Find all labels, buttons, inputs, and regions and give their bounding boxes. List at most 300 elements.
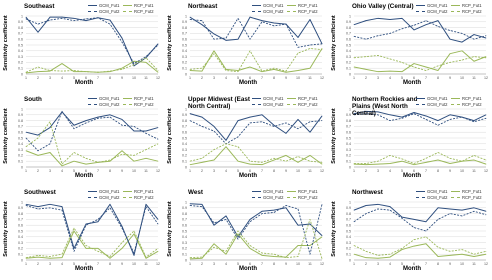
- data-point: [110, 117, 111, 118]
- x-tick-label: 1: [189, 262, 191, 266]
- data-point: [322, 49, 323, 50]
- y-tick-label: 0.3: [346, 147, 351, 152]
- y-tick-label: 0.4: [346, 142, 351, 147]
- series-line-rcp-fut1: [26, 151, 158, 166]
- legend-swatch: [88, 191, 97, 192]
- y-tick-label: 0.7: [182, 31, 187, 36]
- data-point: [486, 118, 487, 119]
- y-axis-label: Sensitivity coefficient: [3, 201, 9, 257]
- legend-swatch: [416, 191, 425, 192]
- x-tick-label: 8: [109, 169, 111, 173]
- y-tick-label: 0.7: [18, 31, 23, 36]
- data-point: [26, 72, 27, 73]
- data-point: [450, 213, 451, 214]
- y-tick-label: 0.3: [182, 147, 187, 152]
- series-line-gcm-fut1: [26, 112, 158, 135]
- data-point: [158, 248, 159, 249]
- data-point: [426, 24, 427, 25]
- data-point: [214, 34, 215, 35]
- data-point: [414, 163, 415, 164]
- data-point: [26, 205, 27, 206]
- data-point: [390, 210, 391, 211]
- data-point: [378, 164, 379, 165]
- legend-item: [252, 96, 283, 101]
- data-point: [214, 53, 215, 54]
- legend-label: RCP_Fut1: [298, 96, 318, 101]
- data-point: [158, 127, 159, 128]
- legend-item: [416, 9, 447, 14]
- x-tick-label: 3: [213, 169, 215, 173]
- x-tick-label: 11: [472, 76, 476, 80]
- x-tick-label: 9: [285, 262, 287, 266]
- data-point: [62, 17, 63, 18]
- data-point: [146, 158, 147, 159]
- x-tick-label: 5: [401, 262, 403, 266]
- y-tick-label: 1: [21, 107, 23, 112]
- data-point: [250, 117, 251, 118]
- x-tick-label: 2: [201, 76, 203, 80]
- data-point: [390, 120, 391, 121]
- y-tick-label: 0.4: [182, 142, 187, 147]
- data-point: [214, 50, 215, 51]
- data-point: [414, 63, 415, 64]
- data-point: [110, 71, 111, 72]
- data-point: [298, 47, 299, 48]
- data-point: [310, 161, 311, 162]
- x-tick-label: 8: [437, 262, 439, 266]
- data-point: [354, 67, 355, 68]
- data-point: [310, 121, 311, 122]
- data-point: [298, 70, 299, 71]
- data-point: [414, 67, 415, 68]
- data-point: [158, 143, 159, 144]
- data-point: [250, 50, 251, 51]
- data-point: [262, 21, 263, 22]
- series-line-rcp-fut1: [190, 48, 322, 72]
- x-tick-label: 8: [437, 76, 439, 80]
- x-tick-label: 10: [132, 262, 136, 266]
- x-tick-label: 4: [389, 262, 391, 266]
- data-point: [134, 66, 135, 67]
- data-point: [122, 242, 123, 243]
- x-tick-label: 8: [437, 169, 439, 173]
- x-tick-label: 6: [249, 169, 251, 173]
- x-tick-label: 2: [37, 262, 39, 266]
- data-point: [122, 150, 123, 151]
- y-tick-label: 1: [185, 200, 187, 205]
- x-tick-label: 6: [85, 262, 87, 266]
- data-point: [50, 127, 51, 128]
- x-tick-label: 3: [213, 76, 215, 80]
- x-axis-label: Month: [239, 173, 257, 179]
- data-point: [298, 225, 299, 226]
- data-point: [250, 164, 251, 165]
- series-line-rcp-fut2: [26, 58, 158, 73]
- y-axis-label: Sensitivity coefficient: [167, 108, 173, 164]
- x-tick-label: 3: [49, 262, 51, 266]
- chart-title: Southwest: [24, 189, 56, 196]
- legend: [252, 189, 328, 203]
- data-point: [38, 135, 39, 136]
- legend-label: GCM_Fut2: [263, 102, 284, 107]
- legend-swatch: [88, 98, 97, 99]
- x-tick-label: 3: [377, 169, 379, 173]
- data-point: [438, 152, 439, 153]
- x-tick-label: 12: [156, 262, 160, 266]
- x-axis-label: Month: [403, 266, 421, 272]
- y-tick-label: 0.1: [182, 66, 187, 71]
- x-tick-label: 8: [109, 76, 111, 80]
- data-point: [286, 72, 287, 73]
- data-point: [122, 42, 123, 43]
- legend-item: [287, 3, 318, 8]
- x-tick-label: 2: [37, 169, 39, 173]
- data-point: [110, 204, 111, 205]
- data-point: [26, 150, 27, 151]
- data-point: [450, 251, 451, 252]
- data-point: [50, 143, 51, 144]
- data-point: [158, 45, 159, 46]
- x-tick-label: 8: [273, 76, 275, 80]
- data-point: [122, 68, 123, 69]
- data-point: [62, 257, 63, 258]
- data-point: [438, 160, 439, 161]
- data-point: [322, 204, 323, 205]
- data-point: [426, 231, 427, 232]
- data-point: [134, 126, 135, 127]
- data-point: [190, 203, 191, 204]
- legend-swatch: [88, 197, 97, 198]
- data-point: [462, 60, 463, 61]
- legend-swatch: [287, 191, 296, 192]
- data-point: [26, 19, 27, 20]
- data-point: [322, 116, 323, 117]
- data-point: [486, 114, 487, 115]
- x-tick-label: 8: [273, 262, 275, 266]
- x-tick-label: 7: [425, 76, 427, 80]
- data-point: [122, 119, 123, 120]
- y-tick-label: 0.6: [18, 37, 23, 42]
- series-line-gcm-fut2: [26, 205, 158, 253]
- data-point: [146, 133, 147, 134]
- data-point: [322, 120, 323, 121]
- data-point: [450, 53, 451, 54]
- legend: [252, 3, 328, 17]
- data-point: [298, 53, 299, 54]
- data-point: [50, 121, 51, 122]
- series-line-rcp-fut2: [354, 153, 486, 164]
- data-point: [462, 254, 463, 255]
- data-point: [450, 119, 451, 120]
- x-tick-label: 10: [460, 169, 464, 173]
- data-point: [202, 162, 203, 163]
- y-tick-label: 0.9: [182, 206, 187, 211]
- data-point: [122, 228, 123, 229]
- y-tick-label: 0.6: [18, 223, 23, 228]
- data-point: [310, 132, 311, 133]
- data-point: [250, 67, 251, 68]
- data-point: [414, 25, 415, 26]
- data-point: [226, 38, 227, 39]
- data-point: [390, 257, 391, 258]
- legend-label: RCP_Fut1: [134, 96, 154, 101]
- data-point: [98, 117, 99, 118]
- data-point: [214, 126, 215, 127]
- data-point: [262, 20, 263, 21]
- legend-item: [123, 3, 154, 8]
- data-point: [74, 251, 75, 252]
- data-point: [366, 39, 367, 40]
- legend-label: GCM_Fut2: [427, 9, 448, 14]
- y-tick-label: 0.2: [346, 153, 351, 158]
- y-tick-label: 0.5: [182, 229, 187, 234]
- data-point: [98, 251, 99, 252]
- data-point: [426, 243, 427, 244]
- x-tick-label: 9: [285, 76, 287, 80]
- data-point: [426, 119, 427, 120]
- data-point: [354, 210, 355, 211]
- series-line-gcm-fut2: [354, 21, 486, 40]
- data-point: [390, 33, 391, 34]
- data-point: [250, 123, 251, 124]
- data-point: [122, 154, 123, 155]
- y-tick-label: 0.2: [346, 246, 351, 251]
- data-point: [378, 209, 379, 210]
- data-point: [414, 219, 415, 220]
- y-tick-label: 0.7: [182, 124, 187, 129]
- chart-title: Northwest: [352, 189, 383, 196]
- x-tick-label: 10: [132, 169, 136, 173]
- x-tick-label: 7: [425, 169, 427, 173]
- data-point: [74, 20, 75, 21]
- chart-panel: [328, 186, 492, 279]
- data-point: [190, 19, 191, 20]
- data-point: [298, 128, 299, 129]
- data-point: [298, 156, 299, 157]
- data-point: [486, 56, 487, 57]
- chart-title: Northern Rockies and Plains (West North Central): [352, 96, 418, 117]
- data-point: [238, 39, 239, 40]
- data-point: [190, 120, 191, 121]
- y-tick-label: 0.1: [346, 159, 351, 164]
- y-tick-label: 0.6: [346, 37, 351, 42]
- data-point: [214, 223, 215, 224]
- series-line-gcm-fut1: [354, 204, 486, 221]
- data-point: [110, 114, 111, 115]
- data-point: [190, 113, 191, 114]
- data-point: [74, 228, 75, 229]
- data-point: [354, 24, 355, 25]
- legend-label: GCM_Fut1: [427, 96, 448, 101]
- data-point: [402, 62, 403, 63]
- data-point: [474, 256, 475, 257]
- legend-swatch: [252, 104, 261, 105]
- data-point: [298, 245, 299, 246]
- data-point: [190, 69, 191, 70]
- data-point: [486, 160, 487, 161]
- data-point: [438, 207, 439, 208]
- data-point: [286, 205, 287, 206]
- data-point: [310, 254, 311, 255]
- data-point: [474, 121, 475, 122]
- data-point: [214, 247, 215, 248]
- legend-swatch: [252, 11, 261, 12]
- legend-swatch: [287, 5, 296, 6]
- legend-swatch: [451, 5, 460, 6]
- legend-item: [88, 189, 119, 194]
- chart-title: South: [24, 96, 42, 103]
- data-point: [486, 214, 487, 215]
- data-point: [390, 155, 391, 156]
- data-point: [146, 131, 147, 132]
- y-tick-label: 0.9: [18, 206, 23, 211]
- data-point: [190, 164, 191, 165]
- data-point: [322, 164, 323, 165]
- data-point: [310, 48, 311, 49]
- data-point: [438, 247, 439, 248]
- y-tick-label: 1: [349, 14, 351, 19]
- legend-item: [416, 96, 447, 101]
- x-tick-label: 7: [261, 76, 263, 80]
- data-point: [286, 257, 287, 258]
- x-axis-label: Month: [75, 173, 93, 179]
- y-tick-label: 0.3: [346, 54, 351, 59]
- legend-item: [252, 102, 283, 107]
- data-point: [146, 204, 147, 205]
- data-point: [38, 209, 39, 210]
- y-tick-label: 1: [349, 200, 351, 205]
- legend-label: GCM_Fut1: [99, 3, 120, 8]
- legend-label: RCP_Fut1: [134, 189, 154, 194]
- legend-label: GCM_Fut2: [263, 195, 284, 200]
- data-point: [462, 161, 463, 162]
- data-point: [426, 236, 427, 237]
- x-tick-label: 5: [401, 169, 403, 173]
- data-point: [354, 221, 355, 222]
- series-line-rcp-fut2: [354, 237, 486, 256]
- x-tick-label: 10: [296, 76, 300, 80]
- y-tick-label: 0.8: [182, 25, 187, 30]
- legend-item: [123, 195, 154, 200]
- y-axis-label: Sensitivity coefficient: [167, 201, 173, 257]
- data-point: [38, 67, 39, 68]
- x-axis-label: Month: [403, 80, 421, 86]
- x-tick-label: 10: [460, 76, 464, 80]
- data-point: [190, 257, 191, 258]
- y-tick-label: 0.2: [18, 60, 23, 65]
- data-point: [122, 248, 123, 249]
- x-tick-label: 12: [484, 169, 488, 173]
- y-tick-label: 0.9: [18, 113, 23, 118]
- data-point: [414, 246, 415, 247]
- data-point: [402, 248, 403, 249]
- data-point: [202, 20, 203, 21]
- y-tick-label: 1: [185, 14, 187, 19]
- x-tick-label: 3: [377, 76, 379, 80]
- legend-label: GCM_Fut2: [427, 195, 448, 200]
- x-tick-label: 5: [237, 169, 239, 173]
- data-point: [74, 128, 75, 129]
- x-tick-label: 9: [449, 76, 451, 80]
- series-line-gcm-fut1: [26, 17, 158, 66]
- data-point: [86, 225, 87, 226]
- data-point: [110, 256, 111, 257]
- y-tick-label: 0.6: [18, 130, 23, 135]
- data-point: [122, 69, 123, 70]
- y-tick-label: 0.1: [182, 159, 187, 164]
- y-tick-label: 0: [21, 258, 23, 263]
- legend-swatch: [416, 197, 425, 198]
- data-point: [62, 18, 63, 19]
- legend-item: [123, 102, 154, 107]
- data-point: [98, 72, 99, 73]
- data-point: [38, 155, 39, 156]
- data-point: [86, 224, 87, 225]
- x-tick-label: 11: [472, 169, 476, 173]
- data-point: [402, 18, 403, 19]
- y-tick-label: 0.6: [182, 37, 187, 42]
- data-point: [62, 165, 63, 166]
- x-tick-label: 6: [249, 262, 251, 266]
- data-point: [262, 162, 263, 163]
- data-point: [190, 17, 191, 18]
- x-tick-label: 7: [261, 169, 263, 173]
- data-point: [50, 70, 51, 71]
- y-tick-label: 1: [21, 14, 23, 19]
- data-point: [390, 163, 391, 164]
- data-point: [214, 39, 215, 40]
- legend-item: [287, 96, 318, 101]
- data-point: [286, 123, 287, 124]
- data-point: [474, 160, 475, 161]
- x-tick-label: 10: [460, 262, 464, 266]
- data-point: [62, 254, 63, 255]
- legend-item: [451, 96, 482, 101]
- data-point: [274, 160, 275, 161]
- data-point: [158, 43, 159, 44]
- data-point: [62, 111, 63, 112]
- y-tick-label: 1: [185, 107, 187, 112]
- data-point: [146, 149, 147, 150]
- data-point: [262, 211, 263, 212]
- data-point: [438, 70, 439, 71]
- data-point: [298, 162, 299, 163]
- data-point: [202, 68, 203, 69]
- data-point: [74, 248, 75, 249]
- x-tick-label: 11: [144, 76, 148, 80]
- legend-label: RCP_Fut2: [462, 102, 482, 107]
- legend-item: [451, 195, 482, 200]
- data-point: [378, 71, 379, 72]
- x-tick-label: 10: [296, 169, 300, 173]
- y-tick-label: 0.2: [182, 153, 187, 158]
- data-point: [86, 19, 87, 20]
- x-tick-label: 7: [97, 169, 99, 173]
- data-point: [310, 155, 311, 156]
- data-point: [274, 256, 275, 257]
- data-point: [286, 207, 287, 208]
- legend-item: [88, 195, 119, 200]
- data-point: [310, 68, 311, 69]
- data-point: [366, 56, 367, 57]
- chart-panel: [164, 0, 328, 93]
- legend-item: [287, 9, 318, 14]
- data-point: [74, 125, 75, 126]
- legend-label: GCM_Fut1: [263, 3, 284, 8]
- x-tick-label: 2: [365, 262, 367, 266]
- data-point: [122, 226, 123, 227]
- y-tick-label: 0.1: [346, 66, 351, 71]
